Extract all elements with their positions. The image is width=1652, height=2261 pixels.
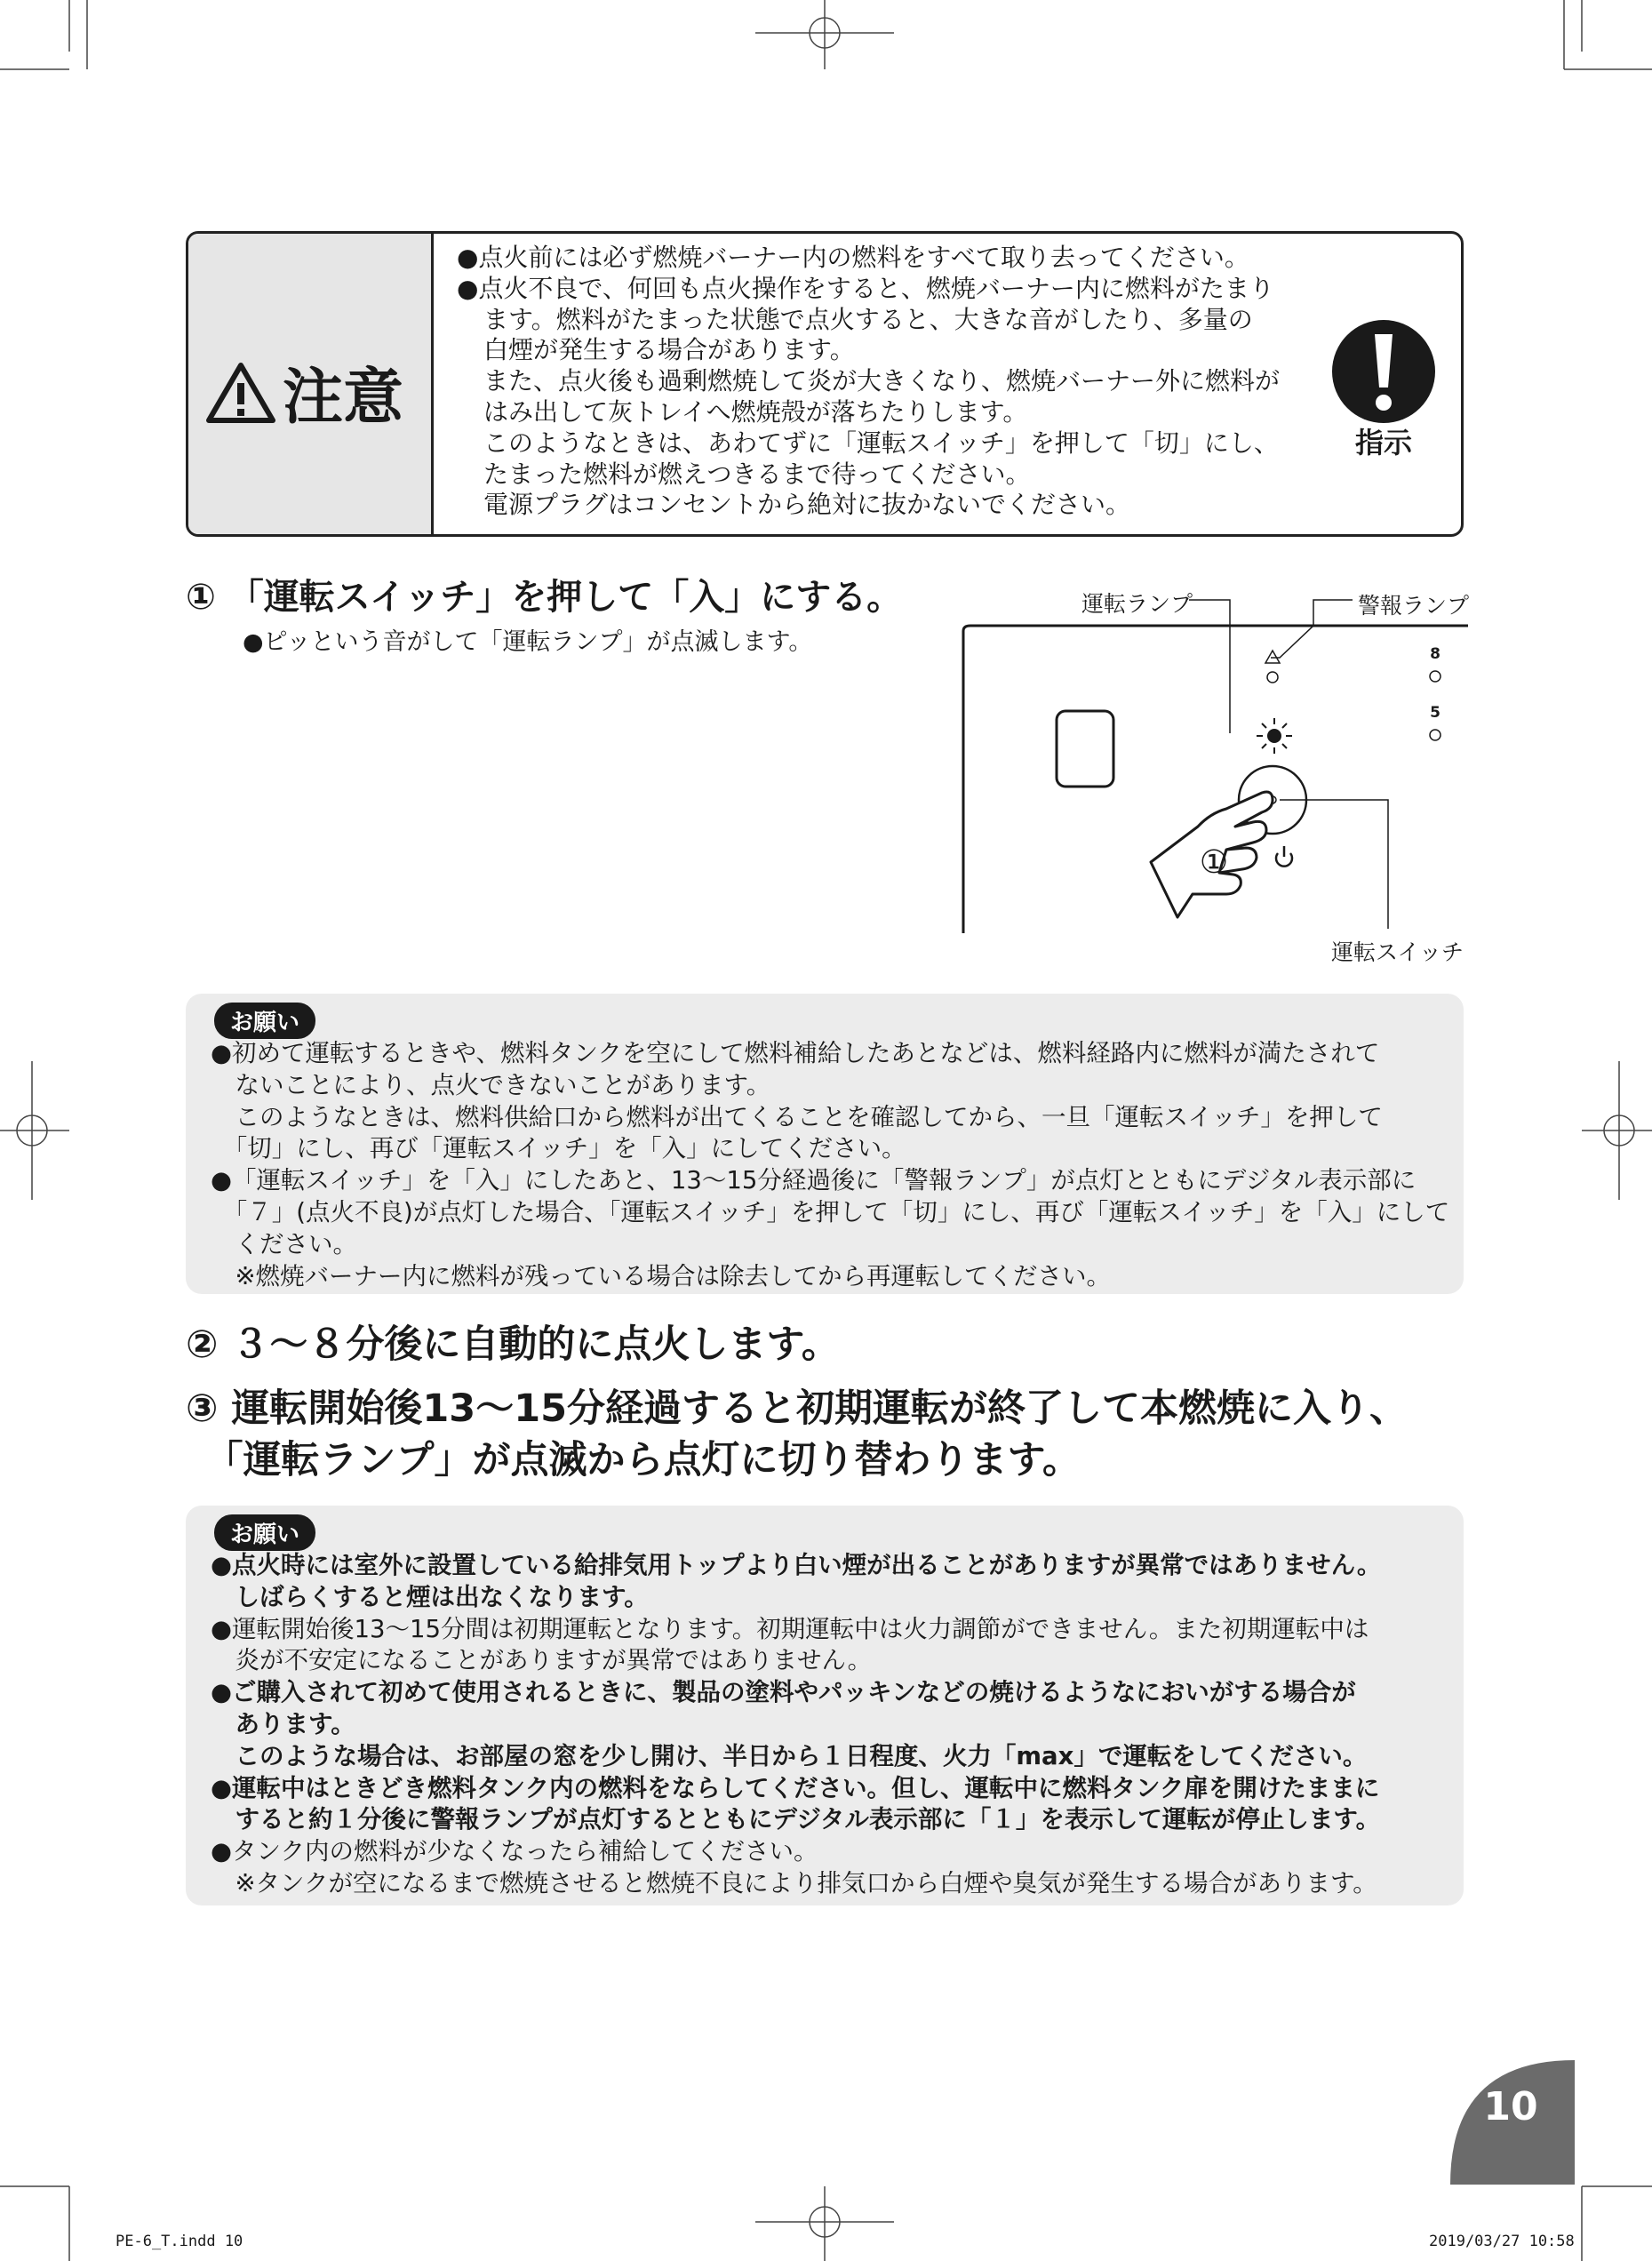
- footer-date: 2019/03/27 10:58: [1429, 2233, 1575, 2250]
- caution-title: [206, 349, 403, 435]
- request-line: ※燃焼バーナー内に燃料が残っている場合は除去してから再運転してください。: [211, 1261, 1112, 1290]
- run-lamp-icon: [1257, 718, 1292, 754]
- request-box-1: [186, 994, 1464, 1294]
- alarm-lamp-label: 警報ランプ: [1358, 593, 1470, 619]
- caution-box: [186, 231, 1464, 537]
- indicator-8-label: 8: [1430, 645, 1441, 663]
- display-window: [1057, 711, 1113, 787]
- caution-title-text: 注意: [283, 363, 404, 433]
- caution-line: また、点火後も過剰燃焼して炎が大きくなり、燃焼バーナー外に燃料が: [483, 366, 1281, 396]
- power-icon: [1276, 846, 1292, 867]
- caution-line: ●点火前には必ず燃焼バーナー内の燃料をすべて取り去ってください。: [457, 243, 1249, 272]
- request-line: しばらくすると煙は出なくなります。: [211, 1582, 649, 1611]
- alarm-lamp-icon: [1265, 651, 1280, 683]
- request-line: ●タンク内の燃料が少なくなったら補給してください。: [211, 1837, 818, 1866]
- request-badge: お願い: [214, 1003, 315, 1039]
- request-line: ●運転開始後13〜15分間は初期運転となります。初期運転中は火力調節ができません。また初期運転中は: [211, 1614, 1369, 1643]
- indicator-5-lamp: [1430, 730, 1441, 740]
- caution-line: このようなときは、あわてずに「運転スイッチ」を押して「切」にし、: [483, 427, 1279, 458]
- indicator-8-lamp: [1430, 671, 1441, 682]
- step3-heading-line2: 「運転ランプ」が点滅から点灯に切り替わります。: [186, 1438, 1081, 1482]
- caution-line: たまった燃料が燃えつきるまで待ってください。: [483, 459, 1031, 489]
- run-lamp-label: 運転ランプ: [1081, 591, 1193, 617]
- step1-heading: ① 「運転スイッチ」を押して「入」にする。: [186, 577, 903, 618]
- request-box-2: [186, 1506, 1464, 1905]
- exclamation-instruction-icon: [1330, 318, 1437, 425]
- request-line: あります。: [211, 1709, 355, 1738]
- run-switch-label: 運転スイッチ: [1331, 939, 1464, 965]
- request-line: 「７」(点火不良)が点灯した場合、「運転スイッチ」を押して「切」にし、再び「運転スイッチ」を「入」にして: [211, 1197, 1450, 1226]
- step-marker: ①: [1199, 844, 1229, 881]
- control-panel-diagram: [960, 587, 1475, 942]
- request-line: ●運転中はときどき燃料タンク内の燃料をならしてください。但し、運転中に燃料タンク扉を開けたままに: [211, 1773, 1380, 1802]
- request-line: ●「運転スイッチ」を「入」にしたあと、13〜15分経過後に「警報ランプ」が点灯とともにデジタル表示部に: [211, 1166, 1417, 1195]
- alarm-lamp-leader: [1271, 600, 1353, 658]
- indicator-5-label: 5: [1430, 704, 1441, 722]
- step1-sub: ●ピッという音がして「運転ランプ」が点滅します。: [243, 628, 813, 656]
- request-line: ●初めて運転するときや、燃料タンクを空にして燃料補給したあとなどは、燃料経路内に燃料が満たされて: [211, 1039, 1380, 1067]
- page-number: 10: [1483, 2084, 1538, 2129]
- caution-text: [457, 243, 1390, 521]
- step2-heading: ② ３〜８分後に自動的に点火します。: [186, 1322, 840, 1367]
- request-text: [211, 1550, 1455, 1900]
- request-line: ないことにより、点火できないことがあります。: [211, 1070, 771, 1099]
- caution-line: 電源プラグはコンセントから絶対に抜かないでください。: [483, 490, 1131, 520]
- request-line: ※タンクが空になるまで燃焼させると燃焼不良により排気口から白煙や臭気が発生する場合があります。: [211, 1868, 1377, 1897]
- caution-header: [188, 234, 434, 534]
- run-lamp-leader: [1189, 600, 1230, 733]
- caution-line: ●点火不良で、何回も点火操作をすると、燃焼バーナー内に燃料がたまり: [457, 273, 1274, 303]
- instruction-label: 指示: [1354, 426, 1412, 459]
- request-line: ●ご購入されて初めて使用されるときに、製品の塗料やパッキンなどの焼けるようなにおいがする場合が: [211, 1678, 1356, 1707]
- request-line: 「切」にし、再び「運転スイッチ」を「入」にしてください。: [211, 1134, 906, 1163]
- caution-line: ます。燃料がたまった状態で点火すると、大きな音がしたり、多量の: [483, 304, 1253, 334]
- request-line: 炎が不安定になることがありますが異常ではありません。: [211, 1646, 873, 1675]
- caution-line: 白煙が発生する場合があります。: [483, 335, 855, 365]
- footer-file: PE-6_T.indd 10: [116, 2233, 243, 2250]
- request-line: このようなときは、燃料供給口から燃料が出てくることを確認してから、一旦「運転スイッチ」を押して: [211, 1102, 1383, 1131]
- request-line: ●点火時には室外に設置している給排気用トップより白い煙が出ることがありますが異常ではありません。: [211, 1551, 1382, 1579]
- request-line: このような場合は、お部屋の窓を少し開け、半日から１日程度、火力「max」で運転をしてください。: [211, 1741, 1368, 1770]
- request-text: [211, 1038, 1455, 1292]
- run-switch-leader: [1280, 800, 1388, 929]
- request-line: ください。: [211, 1229, 357, 1258]
- request-line: すると約１分後に警報ランプが点灯するとともにデジタル表示部に「１」を表示して運転が停止します。: [211, 1805, 1381, 1834]
- step3-heading-line1: ③ 運転開始後13〜15分経過すると初期運転が終了して本燃焼に入り、: [186, 1386, 1409, 1431]
- caution-line: はみ出して灰トレイへ燃焼殻が落ちたりします。: [483, 396, 1028, 427]
- warning-triangle-icon: [206, 362, 275, 424]
- request-badge: お願い: [214, 1514, 315, 1551]
